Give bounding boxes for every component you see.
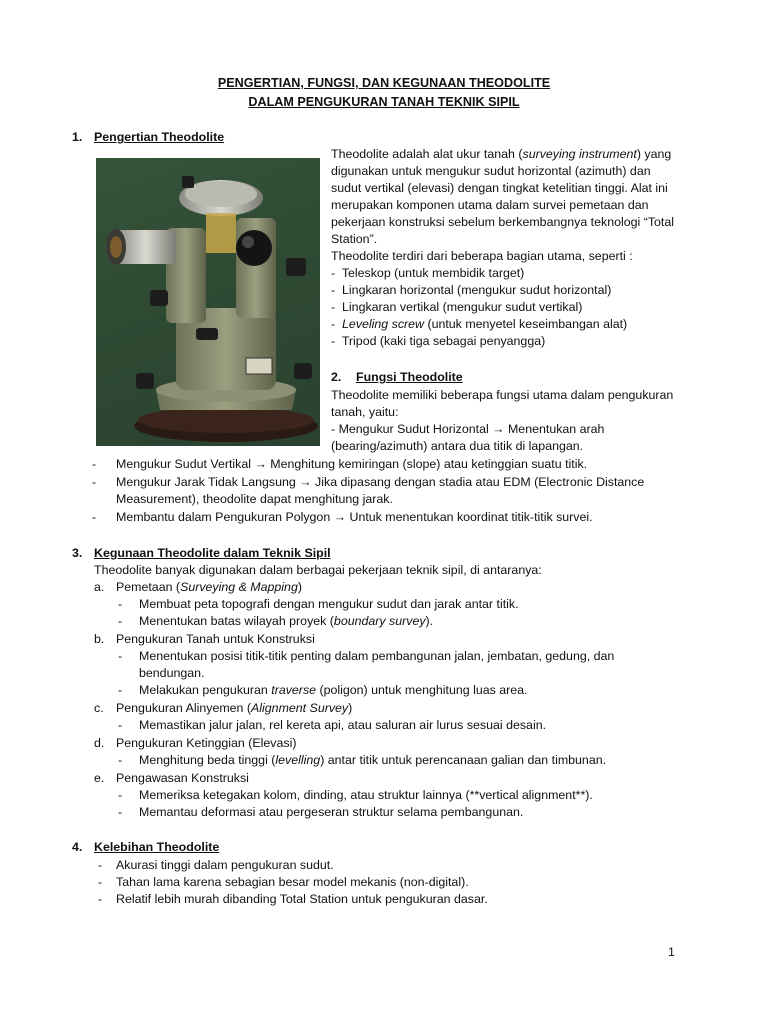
page-number: 1	[668, 945, 675, 959]
list-item-dash: -	[118, 718, 123, 732]
list-item: Akurasi tinggi dalam pengukuran sudut.	[116, 858, 334, 872]
list-item: - Leveling screw (untuk menyetel keseimbangan alat)	[331, 317, 628, 331]
list-item-dash: -	[118, 753, 123, 767]
sub-item-e: Pengawasan Konstruksi	[116, 771, 249, 785]
list-item: - Tripod (kaki tiga sebagai penyangga)	[331, 334, 546, 348]
list-item-dash: -	[98, 875, 103, 889]
section-4-number: 4.	[72, 840, 83, 854]
sub-item-a: Pemetaan (Surveying & Mapping)	[116, 580, 302, 594]
section-3-intro: Theodolite banyak digunakan dalam berbagai pekerjaan teknik sipil, di antaranya:	[94, 563, 542, 577]
list-item: Tahan lama karena sebagian besar model mekanis (non-digital).	[116, 875, 469, 889]
sub-item-b: Pengukuran Tanah untuk Konstruksi	[116, 632, 315, 646]
section-2-intro-line-2: tanah, yaitu:	[331, 405, 399, 419]
list-item: Mengukur Sudut Vertikal → Menghitung kemiringan (slope) atau ketinggian suatu titik.	[116, 457, 588, 471]
list-item-dash: -	[118, 649, 123, 663]
list-item-continuation: Measurement), theodolite dapat menghitung jarak.	[116, 492, 393, 506]
list-item-dash: -	[118, 614, 123, 628]
section-1-heading: Pengertian Theodolite	[94, 130, 225, 144]
list-item: Menentukan batas wilayah proyek (boundary survey).	[139, 614, 434, 628]
section-1-number: 1.	[72, 130, 83, 144]
list-item-continuation: bendungan.	[139, 666, 205, 680]
section-2-item-1-line-2: (bearing/azimuth) antara dua titik di lapangan.	[331, 439, 584, 453]
list-item-dash: -	[98, 858, 103, 872]
list-item: Menentukan posisi titik-titik penting dalam pembangunan jalan, jembatan, gedung, dan	[139, 649, 615, 663]
sub-item-letter: b.	[94, 632, 105, 646]
theodolite-photo	[96, 158, 320, 446]
list-item: Membuat peta topografi dengan mengukur sudut dan jarak antar titik.	[139, 597, 519, 611]
document-title-line-1: PENGERTIAN, FUNGSI, DAN KEGUNAAN THEODOLITE	[217, 76, 551, 90]
list-item-dash: -	[118, 597, 123, 611]
section-1-para-line-3: sudut vertikal (elevasi) dengan tingkat ketelitian tinggi. Alat ini	[331, 181, 668, 195]
list-item: - Lingkaran vertikal (mengukur sudut vertikal)	[331, 300, 583, 314]
sub-item-letter: a.	[94, 580, 105, 594]
section-3-number: 3.	[72, 546, 83, 560]
section-3-heading: Kegunaan Theodolite dalam Teknik Sipil	[94, 546, 331, 560]
sub-item-letter: c.	[94, 701, 104, 715]
section-1-para-line-6: Station”.	[331, 232, 378, 246]
section-1-para-line-5: pekerjaan konstruksi sebelum berkembangnya teknologi “Total	[331, 215, 674, 229]
list-item-dash: -	[98, 892, 103, 906]
sub-item-c: Pengukuran Alinyemen (Alignment Survey)	[116, 701, 353, 715]
list-item: Melakukan pengukuran traverse (poligon) untuk menghitung luas area.	[139, 683, 528, 697]
document-title-line-2: DALAM PENGUKURAN TANAH TEKNIK SIPIL	[248, 95, 520, 109]
list-item: Memantau deformasi atau pergeseran struktur selama pembangunan.	[139, 805, 524, 819]
list-item: - Lingkaran horizontal (mengukur sudut horizontal)	[331, 283, 612, 297]
list-item-dash: -	[118, 805, 123, 819]
section-1-para-line-2: digunakan untuk mengukur sudut horizontal (azimuth) dan	[331, 164, 651, 178]
section-1-para-line-4: merupakan komponen utama dalam survei pemetaan dan	[331, 198, 649, 212]
section-2-heading: Fungsi Theodolite	[356, 370, 463, 384]
list-item: Memastikan jalur jalan, rel kereta api, atau saluran air lurus sesuai desain.	[139, 718, 547, 732]
list-item: Menghitung beda tinggi (levelling) antar titik untuk perencanaan galian dan timbunan.	[139, 753, 607, 767]
list-item-dash: -	[118, 788, 123, 802]
section-2-item-1-line-1: - Mengukur Sudut Horizontal → Menentukan arah	[331, 422, 605, 436]
list-item: Membantu dalam Pengukuran Polygon → Untuk menentukan koordinat titik-titik survei.	[116, 510, 593, 524]
list-item-dash: -	[92, 510, 97, 524]
section-1-parts-intro: Theodolite terdiri dari beberapa bagian utama, seperti :	[331, 249, 633, 263]
sub-item-letter: e.	[94, 771, 105, 785]
section-2-intro-line-1: Theodolite memiliki beberapa fungsi utama dalam pengukuran	[331, 388, 674, 402]
list-item: Relatif lebih murah dibanding Total Station untuk pengukuran dasar.	[116, 892, 488, 906]
section-1-para-line-1: Theodolite adalah alat ukur tanah (surveying instrument) yang	[331, 147, 672, 161]
sub-item-letter: d.	[94, 736, 105, 750]
list-item: Memeriksa ketegakan kolom, dinding, atau struktur lainnya (**vertical alignment**).	[139, 788, 593, 802]
list-item: - Teleskop (untuk membidik target)	[331, 266, 525, 280]
list-item-dash: -	[92, 457, 97, 471]
section-4-heading: Kelebihan Theodolite	[94, 840, 220, 854]
section-2-number: 2.	[331, 370, 342, 384]
theodolite-illustration	[96, 158, 320, 446]
list-item-dash: -	[118, 683, 123, 697]
list-item: Mengukur Jarak Tidak Langsung → Jika dipasang dengan stadia atau EDM (Electronic Distance	[116, 475, 645, 489]
list-item-dash: -	[92, 475, 97, 489]
sub-item-d: Pengukuran Ketinggian (Elevasi)	[116, 736, 297, 750]
